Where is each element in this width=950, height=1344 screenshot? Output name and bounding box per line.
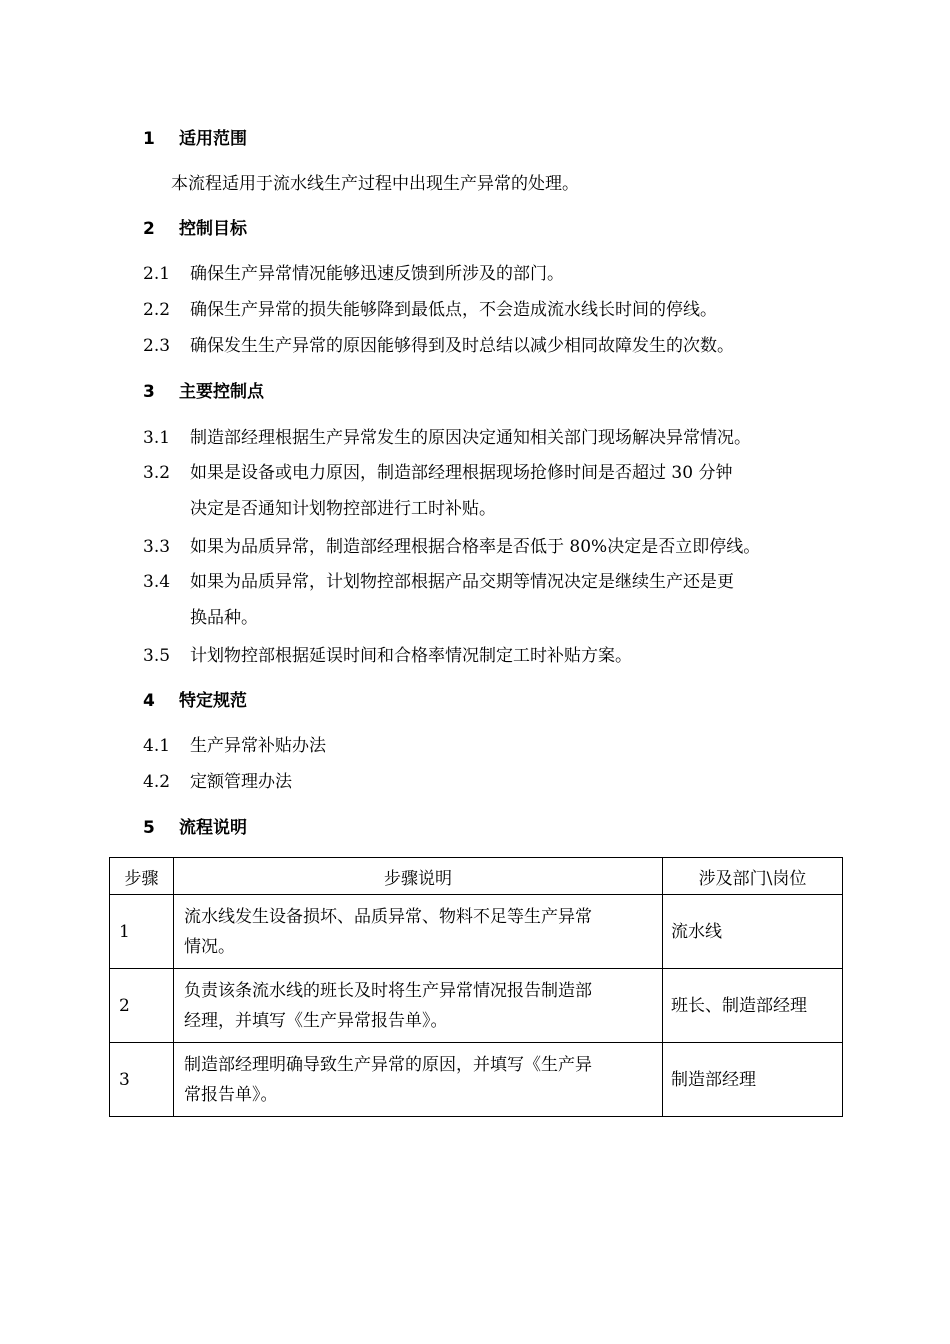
section-number: 4 xyxy=(143,691,155,711)
section-4-heading xyxy=(143,689,247,713)
list-item xyxy=(143,426,751,450)
step-cell: 2 xyxy=(110,969,174,1043)
list-item xyxy=(143,734,326,758)
description-cell xyxy=(174,1043,663,1117)
section-title: 控制目标 xyxy=(179,219,247,239)
header-description: 步骤说明 xyxy=(174,858,663,895)
description-line: 负责该条流水线的班长及时将生产异常情况报告制造部 xyxy=(184,980,592,1001)
section-title: 主要控制点 xyxy=(179,382,264,402)
item-text: 生产异常补贴办法 xyxy=(190,736,326,756)
table-row xyxy=(110,895,843,969)
description-line: 经理，并填写《生产异常报告单》。 xyxy=(184,1010,448,1031)
item-text: 如果是设备或电力原因，制造部经理根据现场抢修时间是否超过 30 分钟 xyxy=(190,463,733,483)
item-text: 确保生产异常情况能够迅速反馈到所涉及的部门。 xyxy=(190,264,564,284)
section-title: 适用范围 xyxy=(179,129,247,149)
department-cell: 班长、制造部经理 xyxy=(663,969,843,1043)
item-number: 4.2 xyxy=(143,772,171,792)
item-number: 2.2 xyxy=(143,300,171,320)
section-1-heading xyxy=(143,127,247,151)
step-cell: 3 xyxy=(110,1043,174,1117)
item-continuation: 换品种。 xyxy=(190,608,258,628)
list-item xyxy=(143,262,564,286)
section-title: 特定规范 xyxy=(179,691,247,711)
description-line: 流水线发生设备损坏、品质异常、物料不足等生产异常 xyxy=(184,906,592,927)
section-number: 1 xyxy=(143,129,155,149)
section-3-heading xyxy=(143,380,264,404)
section-5-heading xyxy=(143,816,247,840)
item-text: 如果为品质异常，制造部经理根据合格率是否低于 80%决定是否立即停线。 xyxy=(190,537,761,557)
item-continuation: 决定是否通知计划物控部进行工时补贴。 xyxy=(190,499,496,519)
description-cell xyxy=(174,969,663,1043)
item-number: 3.5 xyxy=(143,646,171,666)
item-number: 3.4 xyxy=(143,572,171,592)
header-department: 涉及部门\岗位 xyxy=(663,858,843,895)
process-table xyxy=(109,857,843,1117)
item-number: 4.1 xyxy=(143,736,171,756)
item-text: 制造部经理根据生产异常发生的原因决定通知相关部门现场解决异常情况。 xyxy=(190,428,751,448)
table-header-row xyxy=(110,858,843,895)
table-row xyxy=(110,969,843,1043)
list-item xyxy=(143,770,292,794)
item-text: 确保发生生产异常的原因能够得到及时总结以减少相同故障发生的次数。 xyxy=(190,336,734,356)
description-line: 制造部经理明确导致生产异常的原因，并填写《生产异 xyxy=(184,1054,592,1075)
section-1-body: 本流程适用于流水线生产过程中出现生产异常的处理。 xyxy=(171,174,579,194)
item-text: 计划物控部根据延误时间和合格率情况制定工时补贴方案。 xyxy=(190,646,632,666)
list-item xyxy=(143,535,760,559)
list-item xyxy=(143,570,734,594)
department-cell: 流水线 xyxy=(663,895,843,969)
item-text: 定额管理办法 xyxy=(190,772,292,792)
item-text: 如果为品质异常，计划物控部根据产品交期等情况决定是继续生产还是更 xyxy=(190,572,734,592)
table-row xyxy=(110,1043,843,1117)
description-cell xyxy=(174,895,663,969)
section-number: 3 xyxy=(143,382,155,402)
list-item xyxy=(143,334,734,358)
item-number: 3.3 xyxy=(143,537,171,557)
section-title: 流程说明 xyxy=(179,818,247,838)
item-number: 3.2 xyxy=(143,463,171,483)
department-cell: 制造部经理 xyxy=(663,1043,843,1117)
section-number: 2 xyxy=(143,219,155,239)
item-number: 2.3 xyxy=(143,336,171,356)
section-2-heading xyxy=(143,217,247,241)
header-step: 步骤 xyxy=(110,858,174,895)
description-line: 常报告单》。 xyxy=(184,1084,278,1105)
description-line: 情况。 xyxy=(184,936,235,957)
section-number: 5 xyxy=(143,818,155,838)
item-number: 3.1 xyxy=(143,428,171,448)
item-number: 2.1 xyxy=(143,264,171,284)
list-item xyxy=(143,461,732,485)
item-text: 确保生产异常的损失能够降到最低点，不会造成流水线长时间的停线。 xyxy=(190,300,717,320)
step-cell: 1 xyxy=(110,895,174,969)
list-item xyxy=(143,644,632,668)
list-item xyxy=(143,298,717,322)
